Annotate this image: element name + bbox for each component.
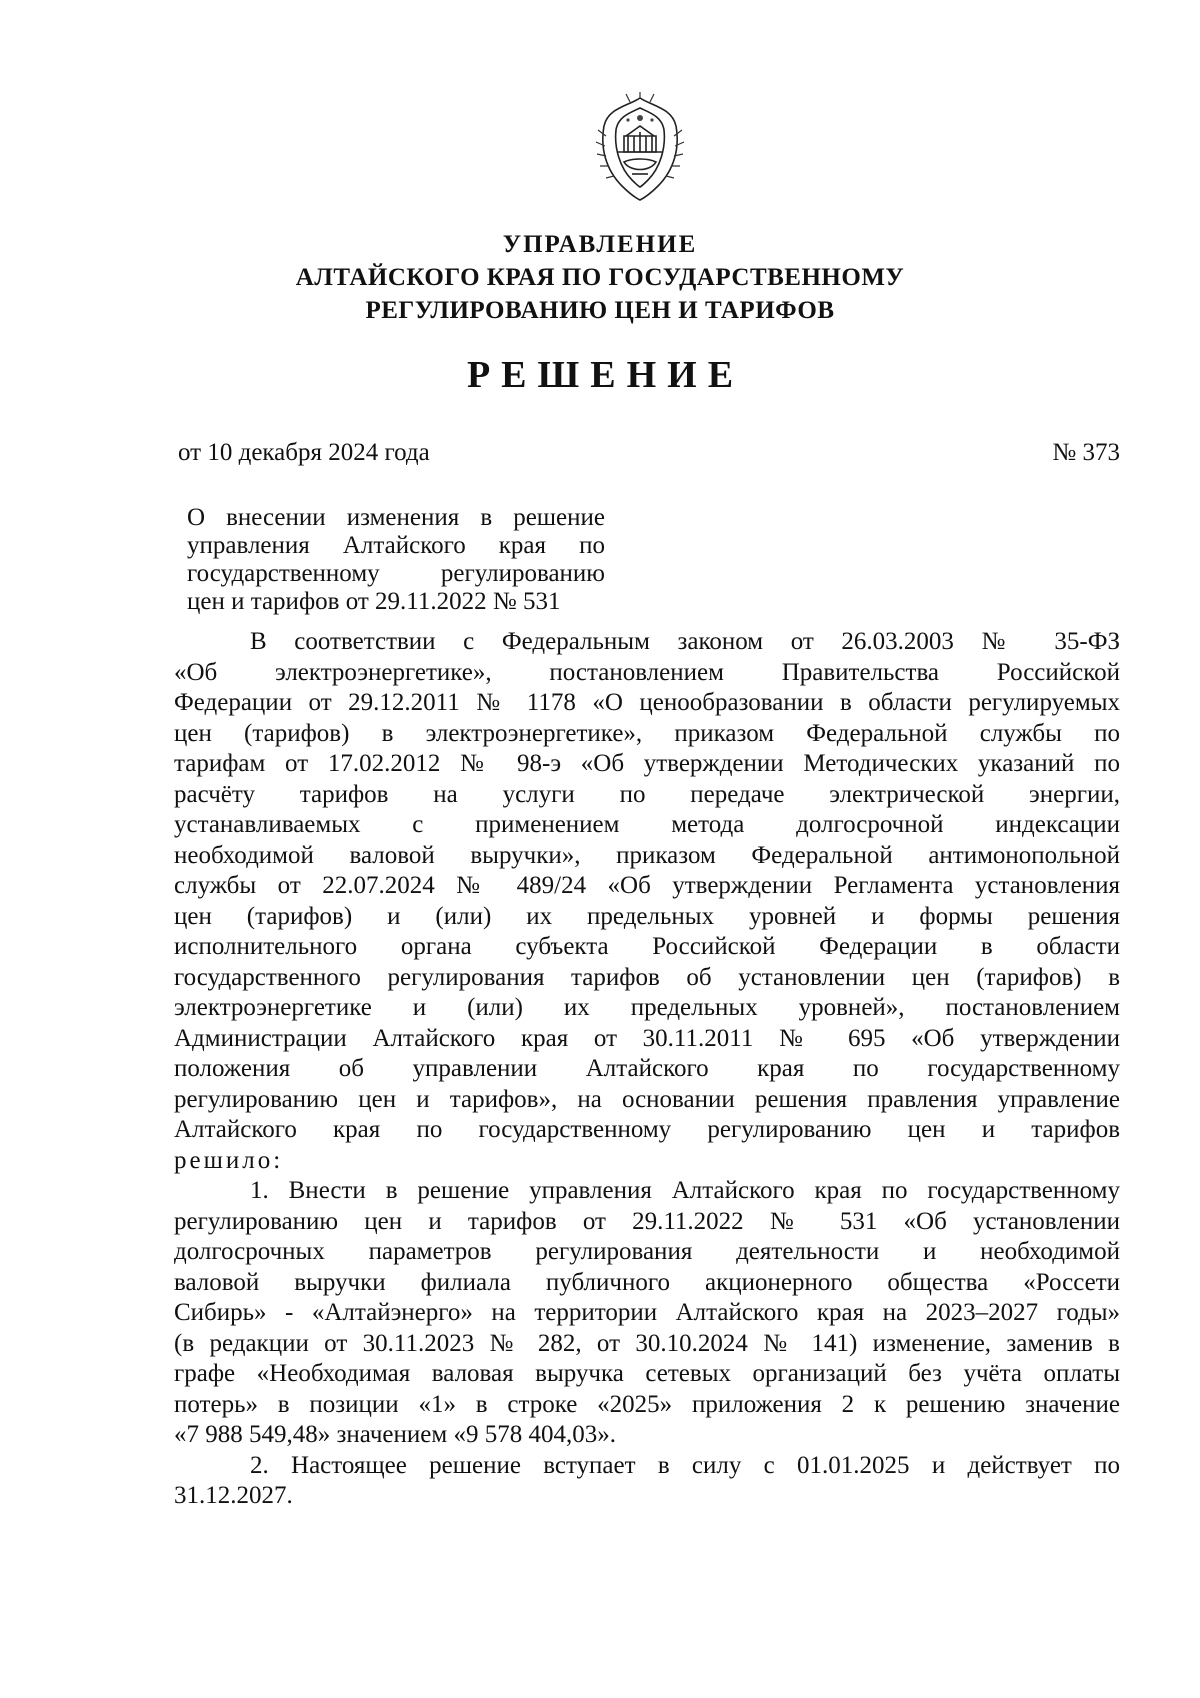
document-subject [187,504,605,616]
preamble-line: устанавливаемых с применением метода долгосрочной индексации [174,811,1120,838]
document-body [174,627,1120,1512]
preamble-line: регулированию цен и тарифов», на основании решения правления управление [174,1085,1120,1113]
preamble-line: необходимой валовой выручки», приказом Федеральной антимонопольной [174,841,1120,869]
organization-name-line-2: АЛТАЙСКОГО КРАЯ ПО ГОСУДАРСТВЕННОМУ [295,264,905,291]
preamble-line: расчёту тарифов на услуги по передаче электрической энергии, [174,780,1120,808]
preamble-line: «Об электроэнергетике», постановлением Правительства Российской [174,658,1120,686]
preamble-line: цен (тарифов) и (или) их предельных уровней и формы решения [174,902,1120,930]
subject-line: государственному регулированию [187,560,605,587]
item-1-line: регулированию цен и тарифов от 29.11.2022 № 531 «Об установлении [174,1207,1120,1235]
item-1-line: Сибирь» - «Алтайэнерго» на территории Алтайского края на 2023–2027 годы» [174,1299,1120,1326]
preamble-line: электроэнергетике и (или) их предельных уровней», постановлением [174,994,1120,1021]
item-1-line: графе «Необходимая валовая выручка сетевых организаций без учёта оплаты [174,1360,1120,1387]
item-1-line: (в редакции от 30.11.2023 № 282, от 30.10.2024 № 141) изменение, заменив в [174,1329,1120,1357]
item-1-line: 1. Внести в решение управления Алтайского края по государственному [250,1177,1120,1204]
preamble-line: цен (тарифов) в электроэнергетике», приказом Федеральной службы по [174,719,1120,747]
organization-name-line-1: УПРАВЛЕНИЕ [502,231,698,258]
preamble-line: службы от 22.07.2024 № 489/24 «Об утверждении Регламента установления [174,872,1120,899]
preamble-line: Федерации от 29.12.2011 № 1178 «О ценообразовании в области регулируемых [174,689,1120,716]
preamble-line: положения об управлении Алтайского края по государственному [174,1055,1120,1082]
preamble-line: государственного регулирования тарифов об установлении цен (тарифов) в [174,963,1120,991]
item-2-line: 31.12.2027. [174,1482,293,1509]
document-number: № 373 [1052,439,1120,466]
preamble-line: Администрации Алтайского края от 30.11.2011 № 695 «Об утверждении [174,1024,1120,1052]
document-type-title: РЕШЕНИЕ [466,354,745,396]
item-1-line: валовой выручки филиала публичного акционерного общества «Россети [174,1268,1120,1296]
subject-line: управления Алтайского края по [187,532,605,559]
decided-word: решило: [174,1146,284,1174]
subject-line: цен и тарифов от 29.11.2022 № 531 [187,588,561,615]
item-1-line: «7 988 549,48» значением «9 578 404,03». [174,1421,616,1448]
preamble-line: тарифам от 17.02.2012 № 98-э «Об утверждении Методических указаний по [174,750,1120,777]
item-1-line: долгосрочных параметров регулирования деятельности и необходимой [174,1238,1120,1265]
organization-name-line-3: РЕГУЛИРОВАНИЮ ЦЕН И ТАРИФОВ [365,297,835,324]
preamble-line: исполнительного органа субъекта Российской Федерации в области [174,933,1120,960]
item-2-line: 2. Настоящее решение вступает в силу с 01.01.2025 и действует по [250,1451,1120,1479]
document-date: от 10 декабря 2024 года [178,439,430,466]
preamble-line: Алтайского края по государственному регулированию цен и тарифов [174,1116,1120,1143]
altai-krai-coat-of-arms-icon [588,92,692,204]
item-1-line: потерь» в позиции «1» в строке «2025» приложения 2 к решению значение [174,1390,1120,1418]
preamble-line: В соответствии с Федеральным законом от 26.03.2003 № 35-ФЗ [250,628,1120,655]
subject-line: О внесении изменения в решение [187,504,605,531]
